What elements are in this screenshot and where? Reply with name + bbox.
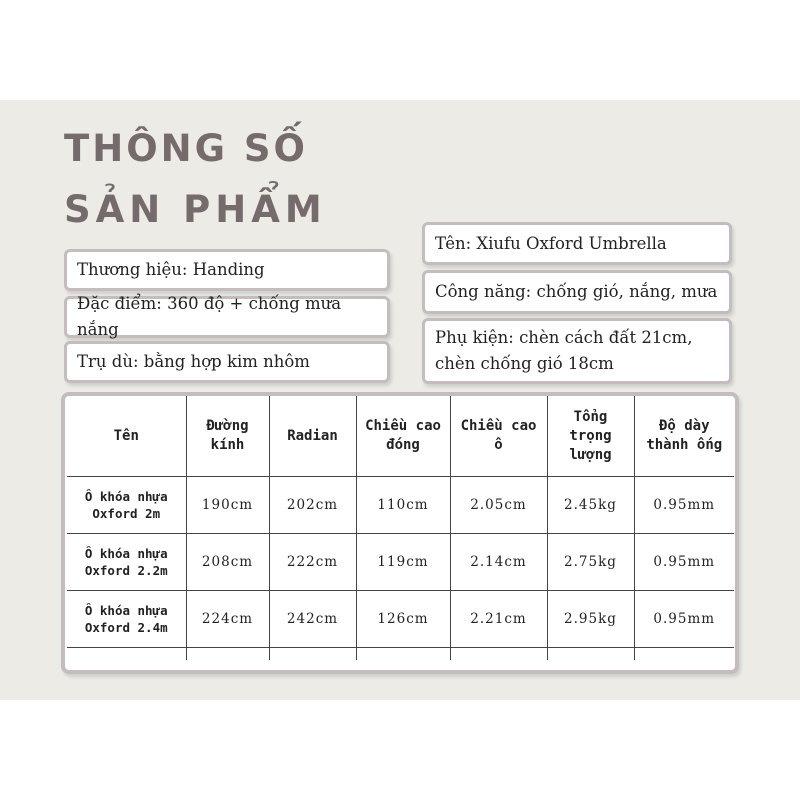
shaft-spec: Trụ dù: bằng hợp kim nhôm [64,341,390,383]
cell-weight: 2.95kg [547,591,634,648]
cell-tube-thickness: 0.95mm [634,591,734,648]
cell-height: 2.14cm [450,534,547,591]
page-title-line-2: SẢN PHẨM [64,188,327,231]
function-spec: Công năng: chống gió, nắng, mưa [422,270,732,314]
brand-spec: Thương hiệu: Handing [64,249,390,291]
col-header-tube-thickness: Độ dày thành ống [634,396,734,477]
table-row [67,477,734,534]
cell-diameter: 208cm [186,534,269,591]
cell-weight: 2.45kg [547,477,634,534]
col-header-diameter: Đường kính [186,396,269,477]
cell-radian: 242cm [269,591,356,648]
cell-closed-height: 110cm [356,477,450,534]
table-row [67,534,734,591]
col-header-height: Chiều cao ô [450,396,547,477]
feature-spec: Đặc điểm: 360 độ + chống mưa nắng [64,296,390,338]
table-row [67,591,734,648]
spec-table-card [61,392,739,674]
col-header-closed-height: Chiều cao đóng [356,396,450,477]
cell-model: Ô khóa nhựa Oxford 2.2m [67,534,186,591]
col-header-radian: Radian [269,396,356,477]
col-header-name: Tên [113,427,139,444]
cell-tube-thickness: 0.95mm [634,477,734,534]
cell-tube-thickness: 0.95mm [634,534,734,591]
cell-height: 2.05cm [450,477,547,534]
cell-weight: 2.75kg [547,534,634,591]
spec-table [67,396,734,660]
cell-height: 2.21cm [450,591,547,648]
cell-closed-height: 126cm [356,591,450,648]
page-title-line-1: THÔNG SỐ [64,127,308,170]
cell-closed-height: 119cm [356,534,450,591]
cell-radian: 222cm [269,534,356,591]
accessory-spec: Phụ kiện: chèn cách đất 21cm, chèn chống gió 18cm [422,318,732,384]
cell-diameter: 190cm [186,477,269,534]
cell-diameter: 224cm [186,591,269,648]
table-spacer-row [67,648,734,661]
table-header-row [67,396,734,477]
cell-radian: 202cm [269,477,356,534]
col-header-weight: Tổng trọng lượng [547,396,634,477]
cell-model: Ô khóa nhựa Oxford 2.4m [67,591,186,648]
product-name-spec: Tên: Xiufu Oxford Umbrella [422,222,732,265]
cell-model: Ô khóa nhựa Oxford 2m [67,477,186,534]
